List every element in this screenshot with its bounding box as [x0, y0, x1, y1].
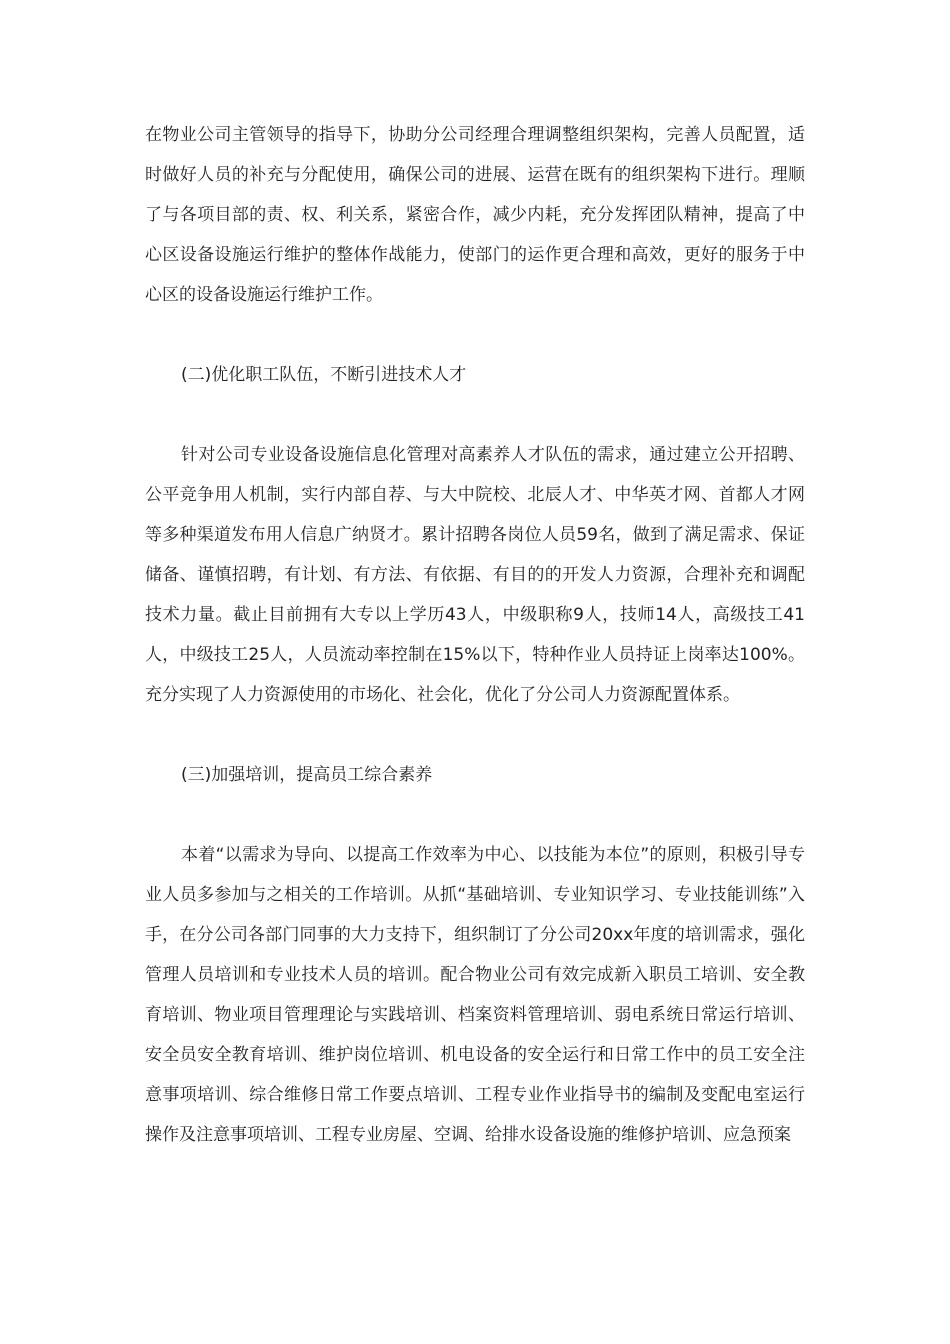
paragraph-talent-recruitment: 针对公司专业设备设施信息化管理对高素养人才队伍的需求，通过建立公开招聘、公平竞争用人机制，实行内部自荐、与大中院校、北辰人才、中华英才网、首都人才网等多种渠道发布用人信息广纳贤才。累计招聘各岗位人员59名，做到了满足需求、保证储备、谨慎招聘，有计划、有方法、有依据、有目的的开发人力资源，合理补充和调配技术力量。截止目前拥有大专以上学历43人，中级职称9人，技师14人，高级技工41人，中级技工25人，人员流动率控制在15%以下，特种作业人员持证上岗率达100%。充分实现了人力资源使用的市场化、社会化，优化了分公司人力资源配置体系。	[145, 445, 805, 705]
paragraph-training: 本着“以需求为导向、以提高工作效率为中心、以技能为本位”的原则，积极引导专业人员多参加与之相关的工作培训。从抓“基础培训、专业知识学习、专业技能训练”入手，在分公司各部门同事的大力支持下，组织制订了分公司20xx年度的培训需求，强化管理人员培训和专业技术人员的培训。配合物业公司有效完成新入职员工培训、安全教育培训、物业项目管理理论与实践培训、档案资料管理培训、弱电系统日常运行培训、安全员安全教育培训、维护岗位培训、机电设备的安全运行和日常工作中的员工安全注意事项培训、综合维修日常工作要点培训、工程专业作业指导书的编制及变配电室运行操作及注意事项培训、工程专业房屋、空调、给排水设备设施的维修护培训、应急预案	[145, 845, 805, 1145]
paragraph-org-structure: 在物业公司主管领导的指导下，协助分公司经理合理调整组织架构，完善人员配置，适时做好人员的补充与分配使用，确保公司的进展、运营在既有的组织架构下进行。理顺了与各项目部的责、权、利关系，紧密合作，减少内耗，充分发挥团队精神，提高了中心区设备设施运行维护的整体作战能力，使部门的运作更合理和高效，更好的服务于中心区的设备设施运行维护工作。	[145, 125, 805, 305]
section-heading-2: (二)优化职工队伍，不断引进技术人才	[181, 365, 467, 385]
section-heading-3: (三)加强培训，提高员工综合素养	[181, 765, 433, 785]
